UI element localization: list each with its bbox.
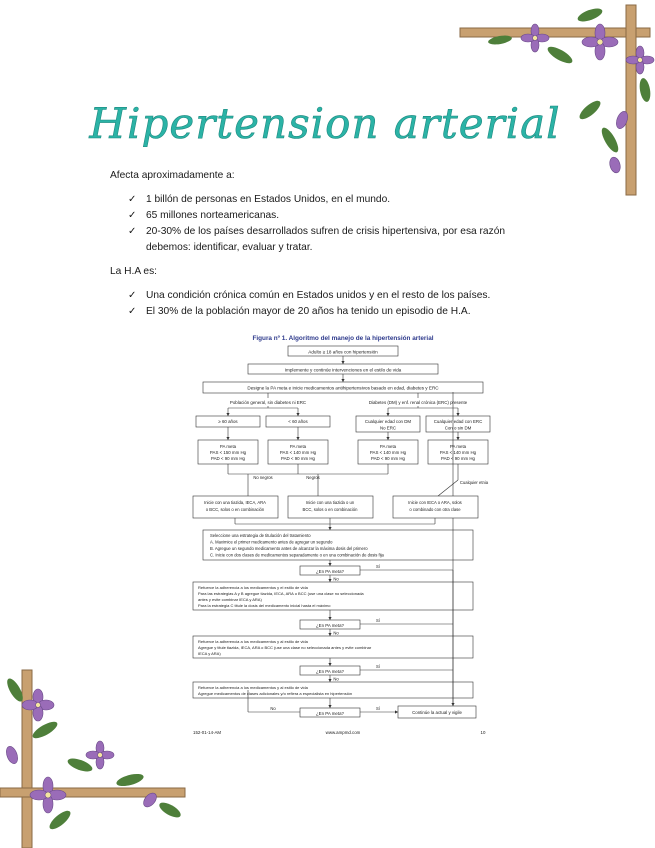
arrow-head bbox=[395, 710, 398, 713]
flow-text: PAD < 90 mm Hg bbox=[441, 456, 475, 461]
flow-text: No ERC bbox=[379, 425, 397, 431]
flow-text: Para la estrategia C titule la dosis del medicamento inicial hasta el máximo bbox=[198, 603, 331, 608]
intro-item bbox=[110, 208, 530, 224]
figure-caption: Figura nº 1. Algoritmo del manejo de la hipertensión arterial bbox=[252, 335, 434, 342]
flow-text: A. Maximice el primer medicamento antes de agregar un segundo bbox=[210, 539, 333, 545]
definition-item bbox=[110, 288, 530, 304]
flow-text: Inicie con una tiazida, IECA, ARA bbox=[204, 500, 266, 505]
flow-text: Implemente y continúe intervenciones en el estilo de vida bbox=[284, 367, 402, 373]
arrow-head bbox=[386, 437, 389, 440]
arrow-head bbox=[341, 379, 344, 382]
arrow-head bbox=[386, 413, 389, 416]
flow-text: PAS < 140 mm Hg bbox=[369, 450, 407, 455]
flow-text: o combinado con otra clase bbox=[409, 507, 461, 512]
arrow-head bbox=[226, 413, 229, 416]
flow-text: PAD < 90 mm Hg bbox=[211, 456, 245, 461]
page-title bbox=[89, 80, 561, 160]
branch-general: Población general, sin diabetes ni ERC bbox=[229, 400, 307, 405]
no-label: No bbox=[333, 576, 339, 582]
flow-text: PAS < 140 mm Hg bbox=[279, 450, 317, 455]
yes-label: Sí bbox=[376, 618, 380, 623]
flower-frame-bottom-left bbox=[0, 660, 200, 848]
footer-center: www.ampmd.com bbox=[325, 730, 361, 735]
intro-item-text: 20-30% de los países desarrollados sufren de crisis hipertensiva, por esa razón debemos: identificar, evaluar y tratar. bbox=[146, 226, 506, 253]
flow-text: Inicie con una tiazida o un bbox=[305, 500, 355, 505]
flow-text: PA meta bbox=[289, 444, 307, 449]
arrow-head bbox=[296, 437, 299, 440]
arrow-head bbox=[328, 579, 331, 582]
flow-text: Continúe la actual y vigile bbox=[412, 710, 462, 715]
intro-item bbox=[110, 192, 530, 208]
definition-list bbox=[110, 288, 530, 320]
flow-text: Para las estrategias A y B agregue tiazida, IECA, ARA o BCC (use una clase no seleccionada bbox=[198, 591, 364, 596]
checkmark-icon: ✓ bbox=[128, 194, 137, 205]
checkmark-icon: ✓ bbox=[128, 290, 137, 301]
yes-label: Sí bbox=[376, 706, 380, 711]
flow-text: Agregue medicamentos de clases adicionales y/o refiera a especialista en hipertensión bbox=[198, 691, 353, 696]
flow-text: Refuerce la adherencia a los medicamentos y al estilo de vida bbox=[198, 685, 308, 690]
flow-connector bbox=[438, 480, 458, 496]
page-title-text: Hipertension arterial bbox=[89, 99, 561, 148]
flow-text: IECA y ARA) bbox=[198, 651, 221, 656]
intro-list bbox=[110, 192, 530, 256]
flow-text: BCC, solos o en combinación bbox=[302, 507, 358, 512]
checkmark-icon: ✓ bbox=[128, 226, 137, 237]
intro-item-text: 1 billón de personas en Estados Unidos, en el mundo. bbox=[146, 194, 391, 205]
arrow-head bbox=[451, 703, 454, 706]
no-label: No bbox=[333, 676, 339, 682]
yes-label: Sí bbox=[376, 664, 380, 669]
no-label: No bbox=[333, 630, 339, 636]
flow-text: ¿En PA meta? bbox=[316, 669, 344, 674]
flow-text: PAD < 90 mm Hg bbox=[371, 456, 405, 461]
footer-right: 10 bbox=[480, 730, 486, 735]
flow-text: PA meta bbox=[379, 444, 397, 449]
flow-text: o BCC, solos o en combinación bbox=[205, 507, 265, 512]
flow-text: Cualquier edad con ERC bbox=[433, 419, 483, 424]
flow-text: Designe la PA meta e inicie medicamentos antihipertensivos basado en edad, diabetes y ERC bbox=[247, 385, 439, 391]
arrow-head bbox=[328, 705, 331, 708]
flow-text: Seleccione una estrategia de titulación del tratamiento bbox=[210, 533, 311, 538]
flow-text: PA meta bbox=[449, 444, 467, 449]
arrow-head bbox=[328, 563, 331, 566]
checkmark-icon: ✓ bbox=[128, 306, 137, 317]
flow-text: antes y evite combinar IECA y ARA) bbox=[198, 597, 262, 602]
flow-text: Refuerce la adherencia a los medicamentos y el estilo de vida bbox=[198, 585, 308, 590]
intro-item bbox=[110, 224, 530, 256]
flow-text: PAS < 150 mm Hg bbox=[209, 450, 247, 455]
arrow-head bbox=[328, 663, 331, 666]
definition-item-text: El 30% de la población mayor de 20 años ha tenido un episodio de H.A. bbox=[146, 306, 471, 317]
arrow-head bbox=[328, 679, 331, 682]
flow-text: PAS < 140 mm Hg bbox=[439, 450, 477, 455]
flow-text: ¿En PA meta? bbox=[316, 623, 344, 628]
flow-text: Agregue y titule tiazida, IECA, ARA o BCC (use una clase no seleccionada antes y evite combinar bbox=[198, 645, 372, 650]
arrow-head bbox=[341, 361, 344, 364]
flow-text: ¿En PA meta? bbox=[316, 569, 344, 574]
label-no-black: No negros bbox=[253, 475, 273, 480]
flow-text: ¿En PA meta? bbox=[316, 711, 344, 716]
arrow-head bbox=[456, 413, 459, 416]
flow-text: B. Agregue un segundo medicamento antes de alcanzar la máxima dosis del primero bbox=[210, 546, 368, 551]
arrow-head bbox=[328, 633, 331, 636]
checkmark-icon: ✓ bbox=[128, 210, 137, 221]
arrow-head bbox=[328, 527, 331, 530]
flow-text: Cualquier edad con DM bbox=[364, 419, 412, 424]
algorithm-figure bbox=[188, 330, 498, 750]
arrow-head bbox=[296, 413, 299, 416]
definition-item bbox=[110, 304, 530, 320]
flow-text: Con o sin DM bbox=[444, 425, 472, 431]
label-black: Negros bbox=[306, 475, 320, 480]
flow-text: C. Inicie con dos clases de medicamentos separadamente o en una combinación de dosis fija bbox=[210, 552, 384, 558]
arrow-head bbox=[226, 437, 229, 440]
footer-left: 152-01-14-AM bbox=[193, 730, 222, 735]
flow-text: Adulto ≥ 18 años con hipertensión bbox=[308, 349, 378, 355]
yes-label: Sí bbox=[376, 564, 380, 569]
flow-text: ≥ 60 años bbox=[218, 419, 238, 424]
label-any-race: Cualquier etnia bbox=[459, 480, 489, 485]
arrow-head bbox=[456, 437, 459, 440]
intro-heading: Afecta aproximadamente a: bbox=[110, 170, 235, 181]
no-label: No bbox=[270, 706, 276, 711]
flow-text: Refuerce la adherencia a los medicamentos y al estilo de vida bbox=[198, 639, 308, 644]
flow-text: Inicie con IECA o ARA, solos bbox=[408, 500, 462, 505]
flow-text: PAD < 90 mm Hg bbox=[281, 456, 315, 461]
flow-text: < 60 años bbox=[288, 419, 308, 424]
branch-dm-erc: Diabetes (DM) y enf. renal crónica (ERC) presente bbox=[368, 400, 468, 405]
arrow-head bbox=[328, 617, 331, 620]
definition-item-text: Una condición crónica común en Estados unidos y en el resto de los países. bbox=[146, 290, 491, 301]
definition-heading: La H.A es: bbox=[110, 266, 158, 277]
intro-item-text: 65 millones norteamericanas. bbox=[146, 210, 280, 221]
flow-text: PA meta bbox=[219, 444, 237, 449]
